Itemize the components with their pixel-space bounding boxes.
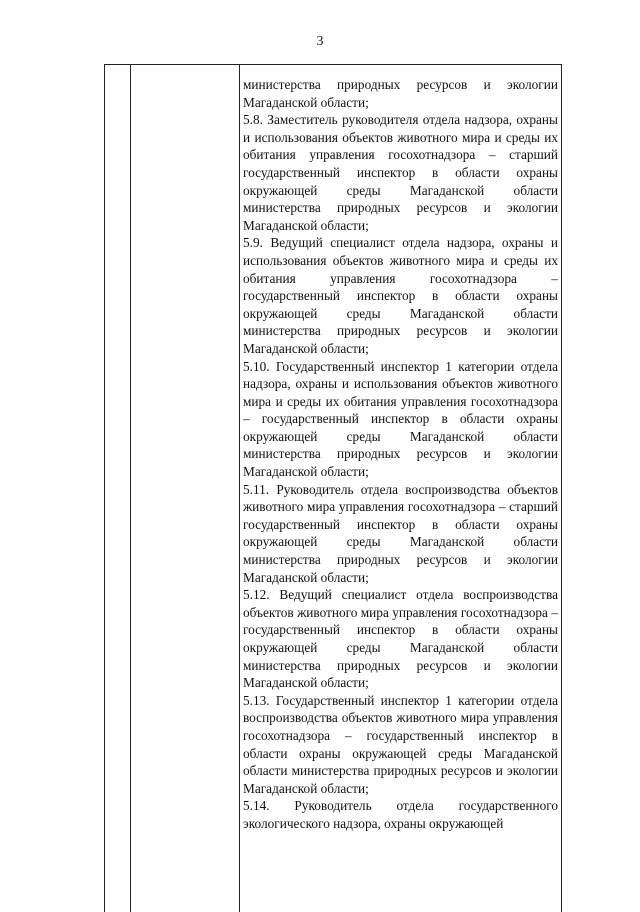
paragraph: 5.11. Руководитель отдела воспроизводства объектов животного мира управления госохотнадзора – старший государственный инспектор в области охраны окружающей среды Магаданской области министерства природных ресурсов и экологии Магаданской области; [243, 481, 558, 585]
paragraph: 5.13. Государственный инспектор 1 категории отдела воспроизводства объектов животного мира управления госохотнадзора – государственный инспектор в области охраны окружающей среды Магаданской области министерства природных ресурсов и экологии Магаданской области; [243, 692, 558, 796]
table-column-divider [239, 65, 240, 912]
paragraph: 5.8. Заместитель руководителя отдела надзора, охраны и использования объектов животного мира и среды их обитания управления госохотнадзора – старший государственный инспектор в области охраны окружающей среды Магаданской области министерства природных ресурсов и экологии Магаданской области; [243, 112, 558, 233]
paragraph: 5.9. Ведущий специалист отдела надзора, охраны и использования объектов животного мира и среды их обитания управления госохотнадзора – государственный инспектор в области охраны окружающей среды Магаданской области министерства природных ресурсов и экологии Магаданской области; [243, 235, 558, 356]
paragraph: 5.12. Ведущий специалист отдела воспроизводства объектов животного мира управления госохотнадзора – государственный инспектор в области охраны окружающей среды Магаданской области министерства природных ресурсов и экологии Магаданской области; [243, 587, 558, 691]
page-number: 3 [316, 34, 324, 49]
document-table [104, 64, 562, 912]
table-column-divider [130, 65, 131, 912]
text-cell [243, 76, 558, 833]
paragraph: 5.10. Государственный инспектор 1 категории отдела надзора, охраны и использования объектов животного мира и среды их обитания управления госохотнадзора – государственный инспектор в области охраны окружающей среды Магаданской области министерства природных ресурсов и экологии Магаданской области; [243, 358, 558, 480]
paragraph: министерства природных ресурсов и экологии Магаданской области; [243, 77, 558, 110]
paragraph: 5.14. Руководитель отдела государственного экологического надзора, охраны окружающей [243, 798, 558, 831]
